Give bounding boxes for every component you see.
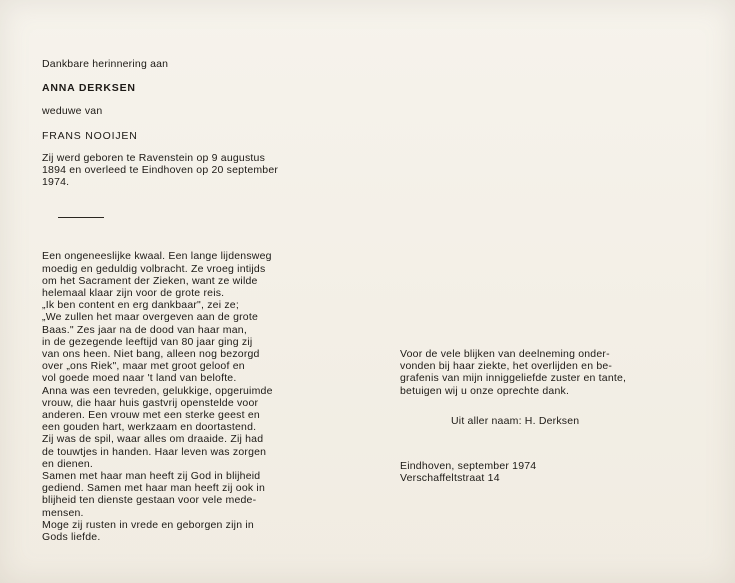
biography-line: Moge zij rusten in vrede en geborgen zijn in bbox=[42, 518, 254, 531]
biography-line: in de gezegende leeftijd van 80 jaar ging zij bbox=[42, 335, 253, 348]
biography-line: Zij was de spil, waar alles om draaide. Zij had bbox=[42, 433, 264, 446]
biography-line: de touwtjes in handen. Haar leven was zorgen bbox=[42, 445, 267, 458]
thanks-line: vonden bij haar ziekte, het overlijden en be- bbox=[400, 360, 613, 373]
husband-name: FRANS NOOIJEN bbox=[42, 129, 138, 142]
biography-line: blijheid ten dienste gestaan voor vele mede- bbox=[42, 494, 257, 507]
biography-line: een gouden hart, werkzaam en doortastend. bbox=[42, 421, 257, 434]
birth-death-line: 1974. bbox=[42, 176, 70, 189]
signature-line: Uit aller naam: H. Derksen bbox=[451, 414, 580, 427]
biography-line: vol goede moed naar 't land van belofte. bbox=[42, 372, 237, 385]
biography-line: over „ons Riek", maar met groot geloof en bbox=[42, 360, 245, 373]
biography-line: en dienen. bbox=[42, 457, 94, 470]
biography-line: Anna was een tevreden, gelukkige, opgeruimde bbox=[42, 384, 273, 397]
widow-of-text: weduwe van bbox=[42, 105, 103, 118]
intro-text: Dankbare herinnering aan bbox=[42, 58, 169, 70]
biography-line: vrouw, die haar huis gastvrij openstelde voor bbox=[42, 396, 259, 409]
biography-line: Een ongeneeslijke kwaal. Een lange lijdensweg bbox=[42, 250, 272, 263]
biography-line: helemaal klaar zijn voor de grote reis. bbox=[42, 287, 225, 300]
place-date: Eindhoven, september 1974 bbox=[400, 460, 537, 473]
divider-line bbox=[58, 217, 104, 218]
biography-line: Baas." Zes jaar na de dood van haar man, bbox=[42, 323, 247, 336]
biography-line: gediend. Samen met haar man heeft zij ook in bbox=[42, 482, 266, 495]
left-panel bbox=[42, 58, 342, 543]
right-panel bbox=[400, 348, 700, 484]
thanks-line: betuigen wij u onze oprechte dank. bbox=[400, 384, 570, 397]
street-address: Verschaffeltstraat 14 bbox=[400, 472, 500, 485]
thanks-line: grafenis van mijn inniggeliefde zuster en tante, bbox=[400, 372, 627, 385]
biography-line: „We zullen het maar overgeven aan de grote bbox=[42, 311, 258, 324]
deceased-name: ANNA DERKSEN bbox=[42, 82, 136, 95]
birth-death-line: Zij werd geboren te Ravenstein op 9 augustus bbox=[42, 151, 266, 164]
biography-line: moedig en geduldig volbracht. Ze vroeg intijds bbox=[42, 262, 266, 275]
biography-line: anderen. Een vrouw met een sterke geest en bbox=[42, 409, 260, 422]
biography-text bbox=[42, 250, 342, 543]
thanks-line: Voor de vele blijken van deelneming onder- bbox=[400, 348, 610, 360]
biography-line: „Ik ben content en erg dankbaar", zei ze; bbox=[42, 299, 239, 312]
biography-line: Samen met haar man heeft zij God in blijheid bbox=[42, 470, 261, 483]
biography-line: mensen. bbox=[42, 506, 84, 519]
birth-death-text bbox=[42, 152, 362, 189]
biography-line: Gods liefde. bbox=[42, 531, 101, 544]
thanks-text bbox=[400, 348, 692, 397]
biography-line: van ons heen. Niet bang, alleen nog bezorgd bbox=[42, 348, 260, 361]
biography-line: om het Sacrament der Zieken, want ze wilde bbox=[42, 274, 258, 287]
birth-death-line: 1894 en overleed te Eindhoven op 20 september bbox=[42, 164, 279, 177]
